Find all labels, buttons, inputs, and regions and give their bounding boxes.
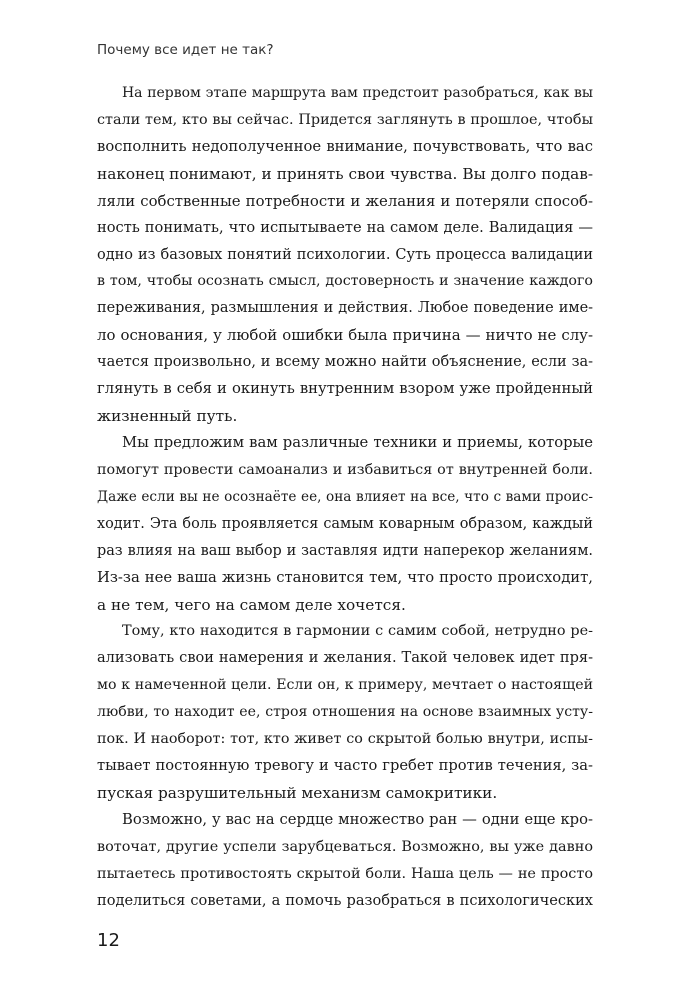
paragraph: [97, 430, 593, 618]
text-line: пуская разрушительный механизм самокритики.: [97, 783, 498, 802]
paragraph: [97, 618, 593, 806]
paragraph: [97, 80, 593, 430]
text-line: любви, то находит ее, строя отношения на основе взаимных усту-: [97, 704, 593, 721]
text-line: ность понимать, что испытываете на самом деле. Валидация —: [97, 218, 593, 236]
text-line: Даже если вы не осознаёте ее, она влияет на все, что с вами проис-: [97, 488, 593, 505]
text-line: наконец понимают, и принять свои чувства. Вы долго подав-: [97, 164, 593, 183]
text-line: глянуть в себя и окинуть внутренним взором уже пройденный: [97, 380, 593, 398]
text-line: ализовать свои намерения и желания. Такой человек идет пря-: [97, 649, 593, 667]
text-line: чается произвольно, и всему можно найти объяснение, если за-: [97, 354, 593, 371]
text-line: ходит. Эта боль проявляется самым коварным образом, каждый: [97, 515, 593, 532]
text-line: пок. И наоборот: тот, кто живет со скрытой болью внутри, испы-: [97, 731, 593, 748]
page-number: 12: [97, 930, 120, 951]
text-line: стали тем, кто вы сейчас. Придется заглянуть в прошлое, чтобы: [97, 111, 593, 128]
text-line: а не тем, чего на самом деле хочется.: [97, 595, 406, 614]
text-line: пытаетесь противостоять скрытой боли. Наша цель — не просто: [97, 865, 593, 882]
text-line: ло основания, у любой ошибки была причина — ничто не слу-: [97, 326, 593, 345]
text-line: жизненный путь.: [97, 407, 238, 426]
text-line: Тому, кто находится в гармонии с самим собой, нетрудно ре-: [122, 623, 593, 640]
text-line: восполнить недополученное внимание, почувствовать, что вас: [97, 137, 593, 155]
text-line: в том, чтобы осознать смысл, достоверность и значение каждого: [97, 273, 593, 290]
paragraph: [97, 807, 593, 915]
text-line: переживания, размышления и действия. Любое поведение име-: [97, 300, 593, 317]
text-line: Возможно, у вас на сердце множество ран — одни еще кро-: [122, 810, 593, 828]
text-line: тывает постоянную тревогу и часто гребет против течения, за-: [97, 757, 593, 775]
text-line: Мы предложим вам различные техники и приемы, которые: [122, 433, 593, 451]
text-line: мо к намеченной цели. Если он, к примеру, мечтает о настоящей: [97, 677, 593, 694]
text-line: одно из базовых понятий психологии. Суть процесса валидации: [97, 246, 593, 263]
text-line: воточат, другие успели зарубцеваться. Возможно, вы уже давно: [97, 838, 593, 855]
text-line: На первом этапе маршрута вам предстоит разобраться, как вы: [122, 85, 593, 101]
text-line: поделиться советами, а помочь разобраться в психологических: [97, 891, 593, 909]
text-line: помогут провести самоанализ и избавиться от внутренней боли.: [97, 461, 593, 478]
text-line: раз влияя на ваш выбор и заставляя идти наперекор желаниям.: [97, 542, 593, 559]
body-text: [97, 80, 593, 915]
running-head: Почему все идет не так?: [97, 42, 274, 58]
text-line: ляли собственные потребности и желания и потеряли способ-: [97, 191, 593, 210]
text-line: Из-за нее ваша жизнь становится тем, что просто происходит,: [97, 568, 593, 586]
